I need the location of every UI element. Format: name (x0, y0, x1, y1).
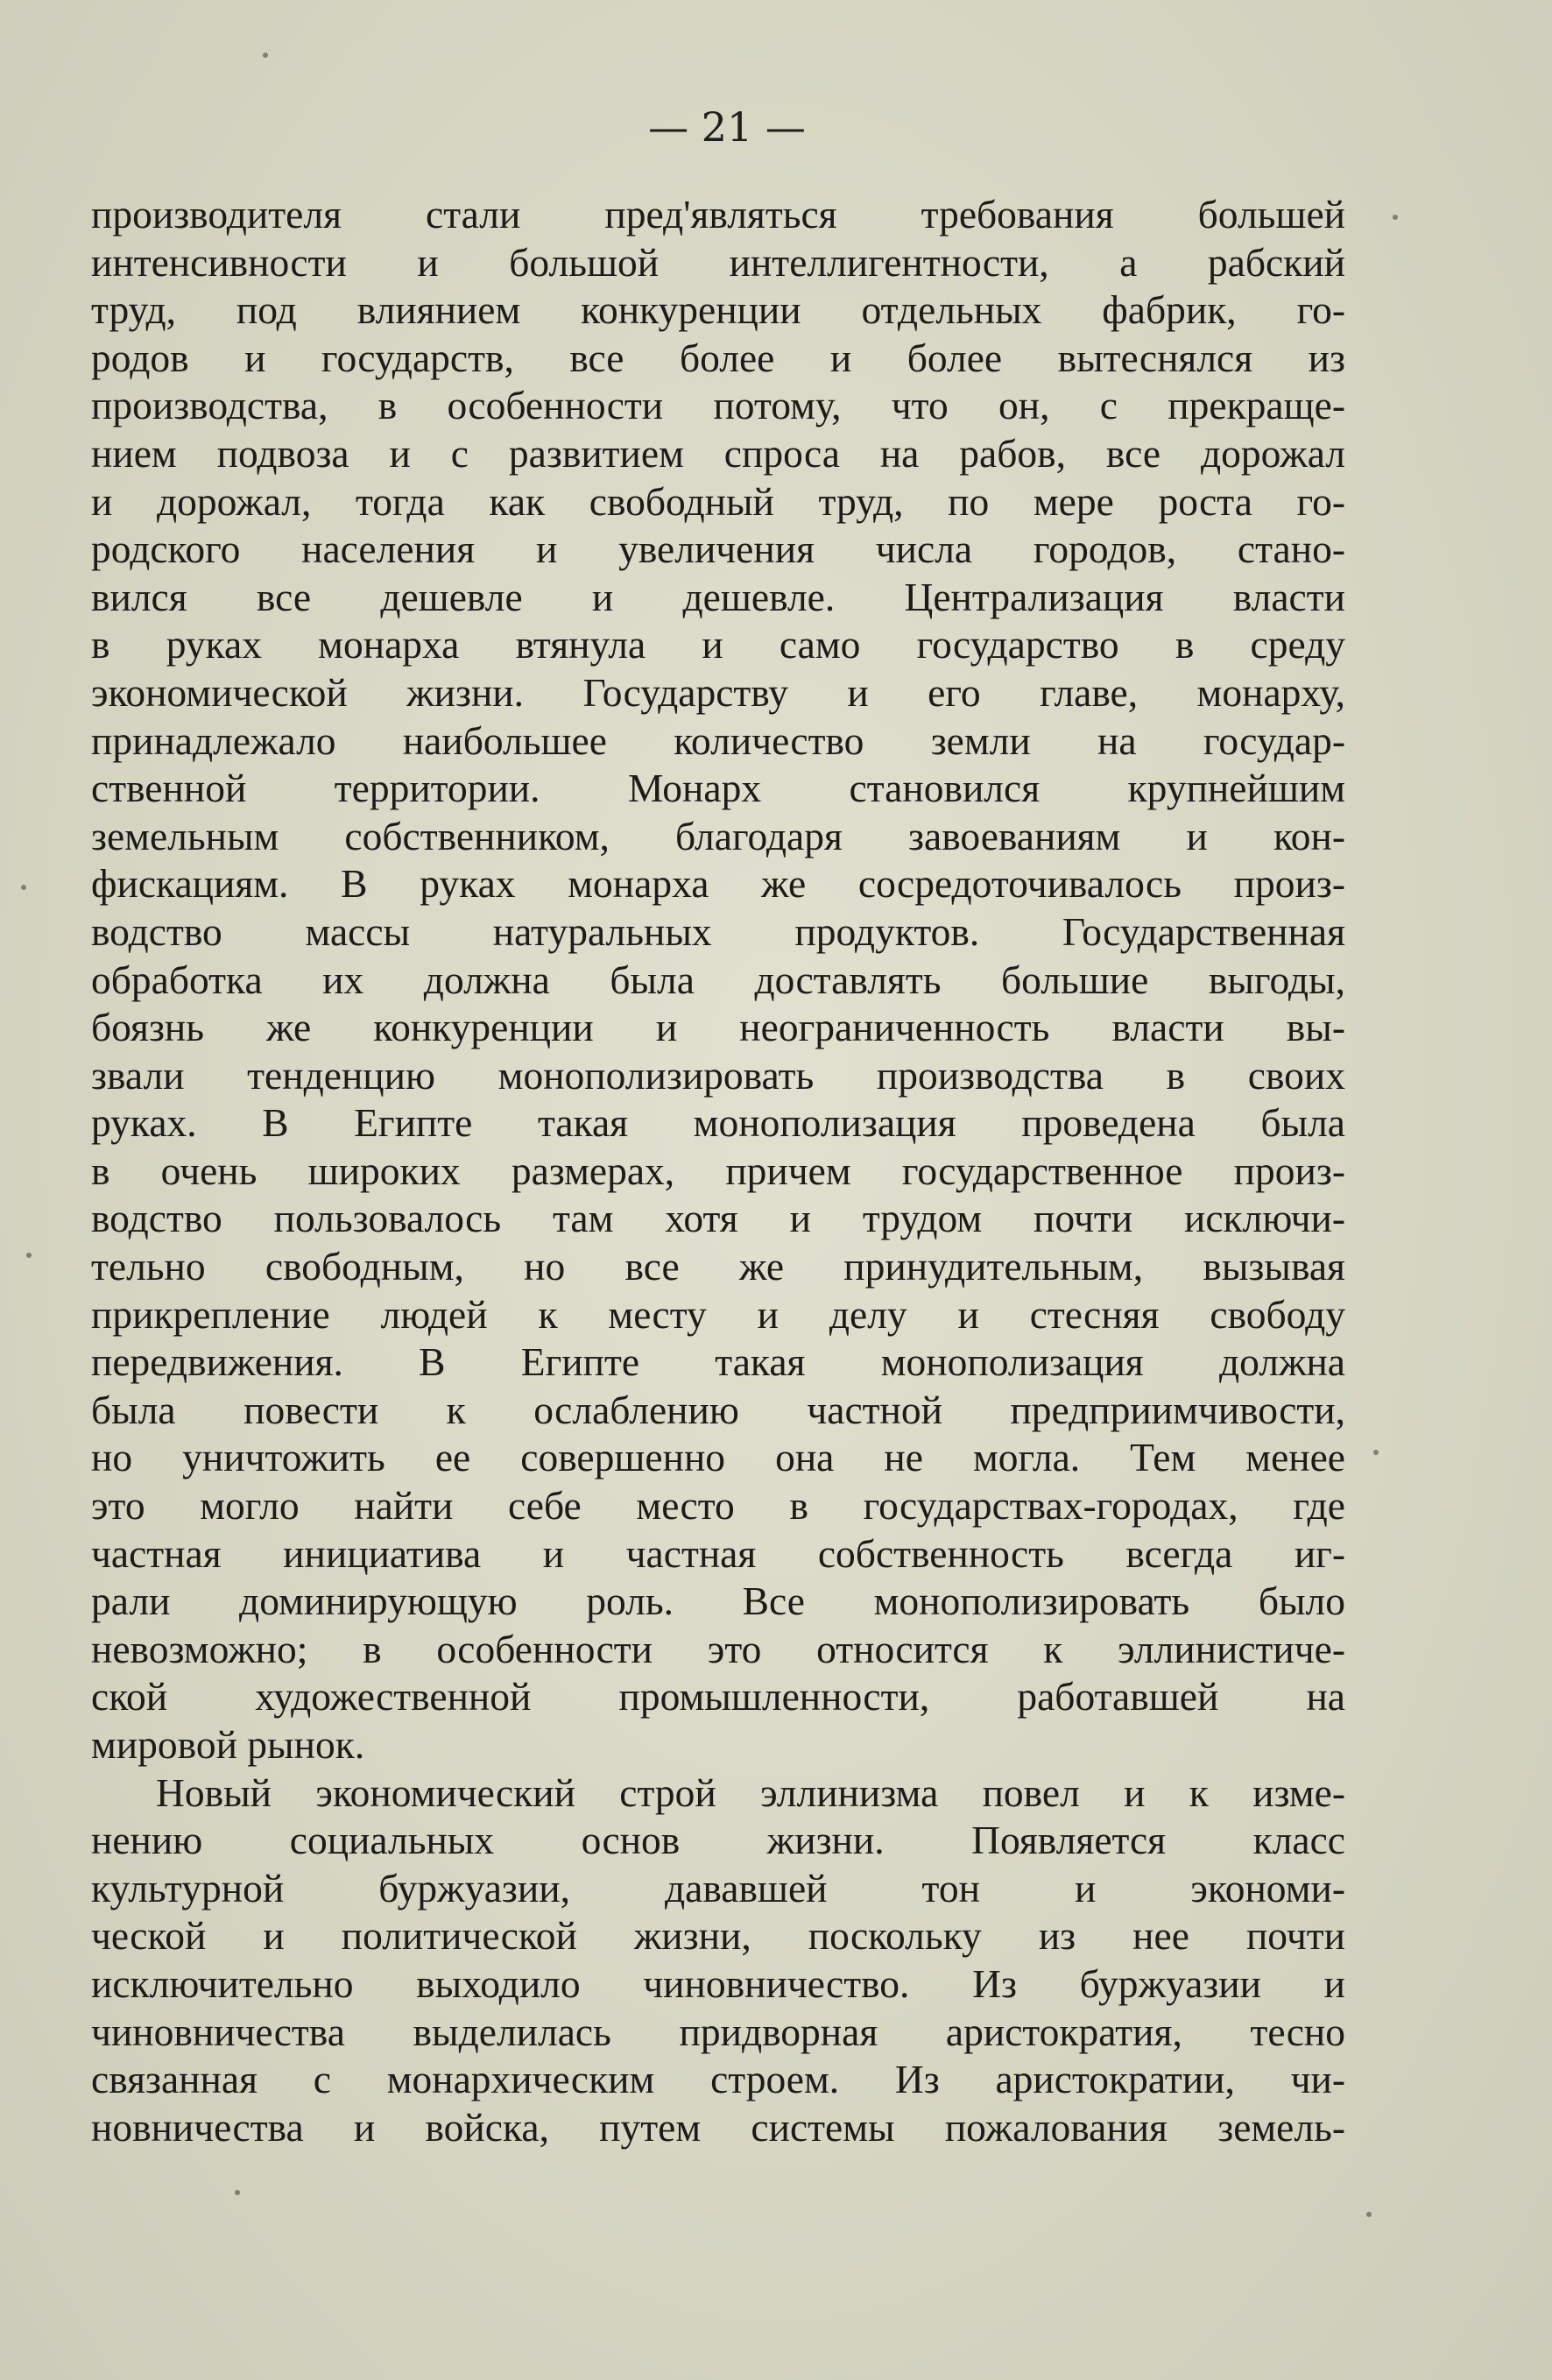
text-line: передвижения. В Египте такая монополизация должна (91, 1339, 1345, 1385)
text-line: водство массы натуральных продуктов. Государственная (91, 908, 1345, 954)
print-speck (1366, 2212, 1372, 2217)
print-speck (26, 1253, 32, 1258)
text-line: Новый экономический строй эллинизма повел и к изме- (156, 1769, 1345, 1815)
text-line: ственной территории. Монарх становился крупнейшим (91, 766, 1345, 811)
text-line: принадлежало наибольшее количество земли на государ- (91, 717, 1345, 763)
text-line: производителя стали пред'являться требования большей (91, 192, 1345, 237)
text-line: рали доминирующую роль. Все монополизировать было (91, 1578, 1345, 1624)
text-line: интенсивности и большой интеллигентности, а рабский (91, 239, 1345, 285)
text-line: ской художественной промышленности, работавшей на (91, 1674, 1345, 1720)
text-line: родского населения и увеличения числа городов, стано- (91, 526, 1345, 572)
text-line: ческой и политической жизни, поскольку из нее почти (91, 1913, 1345, 1959)
text-line: производства, в особенности потому, что он, с прекраще- (91, 383, 1345, 428)
paragraph-1 (91, 191, 1345, 1769)
text-line: руках. В Египте такая монополизация проведена была (91, 1100, 1345, 1146)
text-line: невозможно; в особенности это относится к эллинистиче- (91, 1626, 1345, 1671)
text-line: мировой рынок. (91, 1722, 365, 1767)
print-speck (1373, 1450, 1379, 1455)
text-line: тельно свободным, но все же принудительным, вызывая (91, 1244, 1345, 1289)
text-line: в руках монарха втянула и само государство в среду (91, 622, 1345, 667)
text-line: вился все дешевле и дешевле. Централизация власти (91, 574, 1345, 619)
text-line: родов и государств, все более и более вытеснялся из (91, 335, 1345, 380)
text-line: новничества и войска, путем системы пожалования земель- (91, 2104, 1345, 2150)
print-speck (1393, 215, 1398, 220)
text-line: была повести к ослаблению частной предприимчивости, (91, 1387, 1345, 1432)
print-speck (21, 885, 26, 890)
text-line: труд, под влиянием конкуренции отдельных фабрик, го- (91, 287, 1345, 333)
text-line: прикрепление людей к месту и делу и стесняя свободу (91, 1291, 1345, 1337)
text-line: и дорожал, тогда как свободный труд, по мере роста го- (91, 478, 1345, 524)
text-line: звали тенденцию монополизировать производства в своих (91, 1052, 1345, 1098)
text-line: это могло найти себе место в государствах-городах, где (91, 1483, 1345, 1529)
text-line: исключительно выходило чиновничество. Из буржуазии и (91, 1960, 1345, 2006)
print-speck (263, 53, 268, 58)
text-line: водство пользовалось там хотя и трудом почти исключи- (91, 1196, 1345, 1241)
text-line: нению социальных основ жизни. Появляется класс (91, 1818, 1345, 1863)
text-line: обработка их должна была доставлять большие выгоды, (91, 957, 1345, 1002)
text-line: культурной буржуазии, дававшей тон и экономи- (91, 1865, 1345, 1910)
paragraph-2 (91, 1769, 1345, 2152)
text-line: но уничтожить ее совершенно она не могла. Тем менее (91, 1435, 1345, 1480)
page-number: — 21 — (648, 103, 806, 151)
print-speck (235, 2190, 240, 2195)
body-text (91, 191, 1345, 2151)
text-line: фискациям. В руках монарха же сосредоточивалось произ- (91, 861, 1345, 907)
text-line: земельным собственником, благодаря завоеваниям и кон- (91, 813, 1345, 858)
text-line: экономической жизни. Государству и его главе, монарху, (91, 669, 1345, 715)
text-line: связанная с монархическим строем. Из аристократии, чи- (91, 2057, 1345, 2102)
text-line: нием подвоза и с развитием спроса на рабов, все дорожал (91, 430, 1345, 476)
text-line: в очень широких размерах, причем государственное произ- (91, 1148, 1345, 1193)
text-line: частная инициатива и частная собственность всегда иг- (91, 1530, 1345, 1576)
text-line: чиновничества выделилась придворная аристократия, тесно (91, 2009, 1345, 2054)
text-line: боязнь же конкуренции и неограниченность власти вы- (91, 1005, 1345, 1050)
